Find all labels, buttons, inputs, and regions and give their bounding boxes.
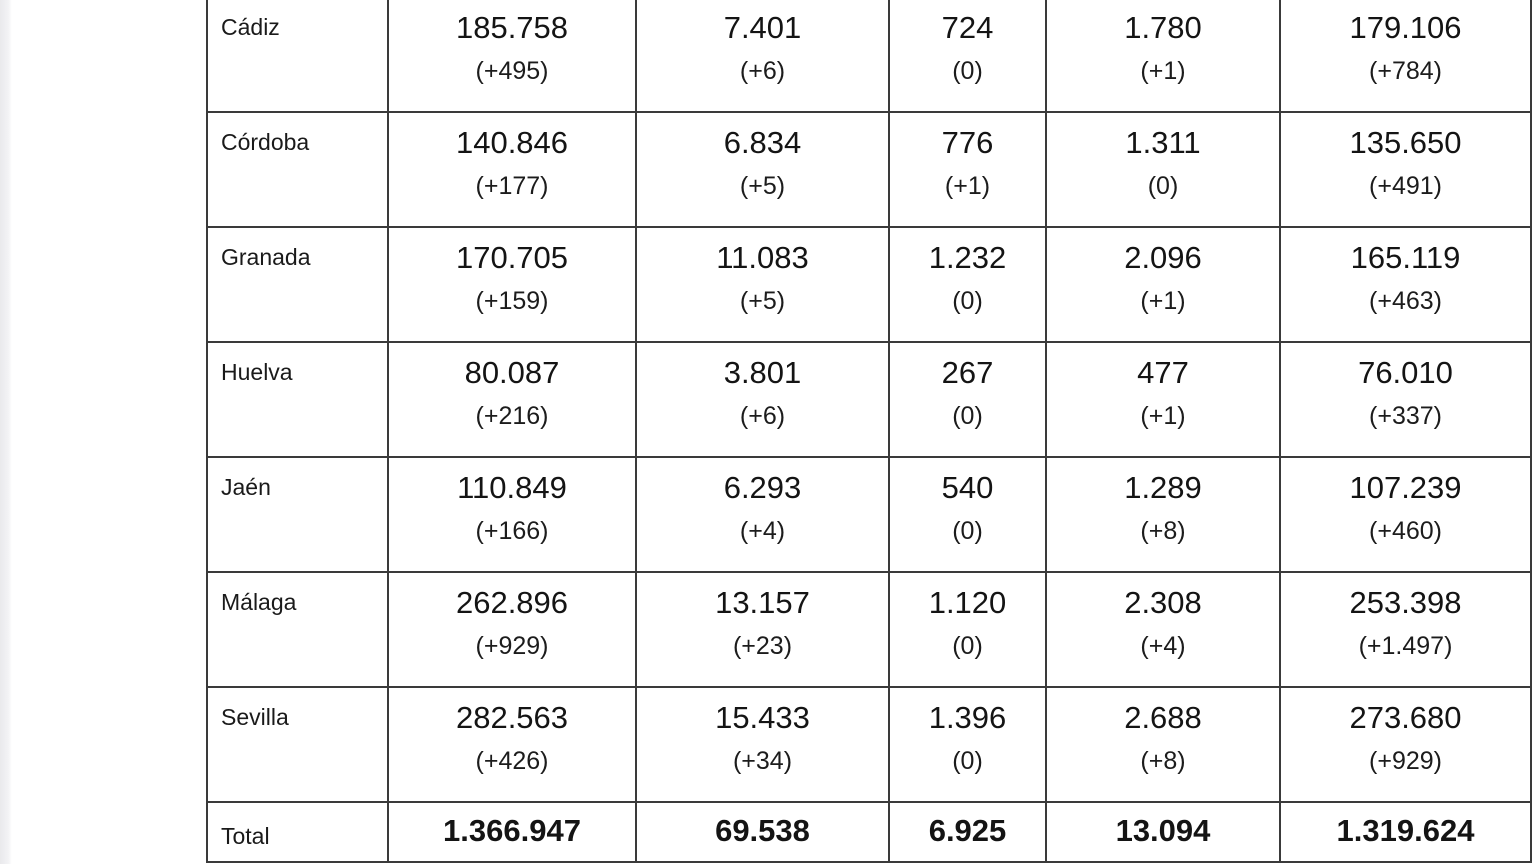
total-value: 6.925 [928,813,1007,848]
value-cell [636,457,889,572]
value-cell [388,112,636,227]
value-cell [889,112,1046,227]
cell-value: 165.119 [1350,240,1461,275]
value-cell [388,687,636,802]
cell-value: 2.096 [1124,240,1202,275]
total-value-cell [889,802,1046,862]
value-cell [1046,457,1280,572]
province-cell [207,457,388,572]
cell-delta: (+491) [1369,172,1442,200]
table-row [207,0,1531,112]
cell-value: 170.705 [455,240,569,275]
cell-delta: (+337) [1369,402,1442,430]
province-name: Granada [221,244,311,270]
province-cell [207,0,388,112]
cell-value: 1.311 [1125,125,1201,160]
cell-value: 1.396 [928,700,1007,735]
cell-delta: (+8) [1140,517,1186,545]
cell-delta: (+8) [1140,747,1186,775]
cell-delta: (+6) [739,57,786,85]
province-data-table [206,0,1532,863]
cell-delta: (+426) [475,747,549,775]
cell-value: 273.680 [1349,700,1462,735]
value-cell [1046,342,1280,457]
cell-delta: (+1.497) [1358,632,1453,660]
province-name: Huelva [221,359,293,385]
cell-value: 7.401 [723,10,802,45]
cell-value: 185.758 [455,10,569,45]
value-cell [1280,112,1531,227]
cell-delta: (+1) [1140,287,1186,315]
cell-value: 80.087 [464,355,560,390]
value-cell [1280,572,1531,687]
province-name: Jaén [221,474,271,500]
cell-value: 282.563 [455,700,569,735]
table-body [207,0,1531,862]
cell-value: 6.834 [723,125,802,160]
value-cell [889,687,1046,802]
cell-delta: (+6) [739,402,786,430]
cell-delta: (0) [952,57,983,85]
value-cell [636,572,889,687]
table-row [207,572,1531,687]
cell-delta: (+1) [1140,57,1186,85]
cell-value: 2.688 [1124,700,1202,735]
cell-value: 1.289 [1124,470,1202,505]
cell-delta: (+1) [1140,402,1186,430]
cell-delta: (+463) [1369,287,1442,315]
cell-value: 135.650 [1349,125,1462,160]
cell-value: 76.010 [1358,355,1453,390]
cell-delta: (+23) [732,632,793,660]
value-cell [1046,687,1280,802]
value-cell [889,342,1046,457]
province-name: Sevilla [221,704,289,730]
cell-delta: (0) [952,287,983,315]
cell-value: 11.083 [716,240,809,275]
province-cell [207,687,388,802]
cell-value: 1.780 [1124,10,1202,45]
cell-value: 107.239 [1349,470,1462,505]
value-cell [1280,0,1531,112]
table-row [207,457,1531,572]
value-cell [636,687,889,802]
value-cell [1280,457,1531,572]
cell-value: 179.106 [1349,10,1462,45]
cell-delta: (+216) [475,402,549,430]
cell-value: 262.896 [455,585,569,620]
cell-value: 724 [941,10,994,45]
cell-delta: (0) [952,632,983,660]
cell-delta: (+460) [1369,517,1442,545]
province-name: Málaga [221,589,297,615]
value-cell [636,0,889,112]
cell-delta: (+784) [1369,57,1442,85]
cell-value: 15.433 [715,700,810,735]
value-cell [1046,0,1280,112]
cell-delta: (+495) [475,57,549,85]
cell-value: 2.308 [1124,585,1202,620]
value-cell [388,227,636,342]
total-row [207,802,1531,862]
viewer-side-rail [0,0,12,864]
table-row [207,112,1531,227]
total-value-cell [1280,802,1531,862]
cell-value: 253.398 [1349,585,1462,620]
cell-value: 477 [1137,355,1189,390]
cell-delta: (0) [952,402,983,430]
value-cell [889,457,1046,572]
cell-value: 540 [941,470,994,505]
cell-value: 140.846 [455,125,569,160]
cell-delta: (0) [1147,172,1179,200]
table-row [207,227,1531,342]
value-cell [388,572,636,687]
cell-value: 3.801 [723,355,802,390]
cell-delta: (0) [952,517,983,545]
cell-delta: (+929) [475,632,549,660]
province-name: Cádiz [221,14,280,40]
table-row [207,687,1531,802]
total-label-cell [207,802,388,862]
cell-value: 6.293 [723,470,802,505]
cell-delta: (+166) [475,517,549,545]
cell-delta: (+5) [739,172,786,200]
total-value: 1.366.947 [443,813,581,848]
cell-delta: (0) [952,747,983,775]
cell-value: 1.232 [928,240,1007,275]
cell-delta: (+929) [1369,747,1442,775]
value-cell [388,342,636,457]
province-name: Córdoba [221,129,310,155]
value-cell [889,227,1046,342]
cell-value: 267 [941,355,994,390]
value-cell [636,342,889,457]
table-row [207,342,1531,457]
total-label: Total [221,823,270,849]
cell-delta: (+5) [739,287,786,315]
cell-value: 776 [941,125,994,160]
cell-delta: (+177) [475,172,549,200]
cell-value: 110.849 [457,470,567,505]
total-value: 69.538 [715,813,810,848]
total-value-cell [636,802,889,862]
cell-delta: (+34) [732,747,793,775]
value-cell [388,0,636,112]
cell-delta: (+4) [1140,632,1186,660]
value-cell [1280,687,1531,802]
total-value: 1.319.624 [1336,813,1475,848]
value-cell [1046,112,1280,227]
value-cell [1046,227,1280,342]
value-cell [1280,227,1531,342]
province-cell [207,227,388,342]
value-cell [1046,572,1280,687]
value-cell [1280,342,1531,457]
value-cell [636,227,889,342]
cell-delta: (+1) [944,172,991,200]
cell-delta: (+159) [475,287,549,315]
value-cell [889,0,1046,112]
total-value: 13.094 [1115,813,1211,848]
value-cell [889,572,1046,687]
province-cell [207,572,388,687]
province-cell [207,112,388,227]
cell-value: 1.120 [928,585,1007,620]
cell-delta: (+4) [739,517,786,545]
total-value-cell [1046,802,1280,862]
value-cell [636,112,889,227]
value-cell [388,457,636,572]
total-value-cell [388,802,636,862]
province-cell [207,342,388,457]
cell-value: 13.157 [715,585,810,620]
